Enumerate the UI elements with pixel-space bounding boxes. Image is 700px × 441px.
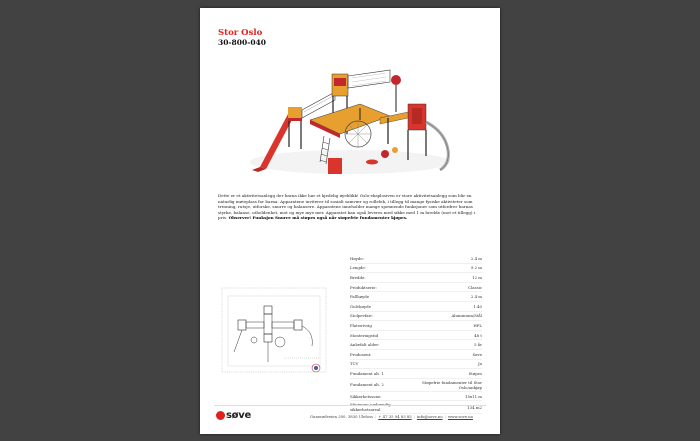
spec-row (350, 401, 482, 414)
footer-email-link[interactable]: info@sove.no (416, 414, 443, 419)
spec-label: Fundament alt. 1 (350, 369, 412, 379)
product-title: Stor Oslo (218, 28, 263, 38)
spec-table (350, 254, 482, 414)
spec-row (350, 263, 482, 273)
spec-row (350, 292, 482, 302)
spec-value: Støpes (412, 369, 482, 379)
product-illustration (240, 52, 460, 187)
spec-row (350, 311, 482, 321)
footer-contact: Gunerødveien 200, 3830 Ulefoss | + 47 35 94 83 85 | info@sove.no | www.sove.no (310, 414, 474, 419)
footer-address: Gunerødveien 200, 3830 Ulefoss (310, 414, 373, 419)
product-code: 30-800-040 (218, 38, 266, 47)
spec-value: 2.4 m (412, 254, 482, 263)
spec-row (350, 282, 482, 292)
spec-value: Ja (412, 359, 482, 369)
description-text: Dette er et aktivitetsanlegg der barna ikke har et kjedelig øyeblikk! Oslo-eksplosiven er store aktivitetsanlegg som blir en naturlig møteplass for barna. Apparatene inviterer til sosialt samvær og rollelek, i tillegg til mange fysiske aktiviteter som tresning, rutsje, utforske, snurre og balansere. Apparatene inneholder mange spennende funksjoner som utfordrer barnas styrke, balanse, utholdenhet, mot og mye mye mer. Apparatet kan også leveres med sikke med 1 m bredde (mot et tillegg) i pris. (218, 193, 476, 221)
spec-label: Bredde: (350, 273, 412, 283)
description-note: Observer! Funksjon Snurre må støpes også når støpefrie fundamenter kjøpes. (228, 215, 408, 221)
footer-divider (214, 405, 486, 406)
spec-value: 12 m (412, 273, 482, 283)
spec-row (350, 378, 482, 391)
footer-web-link[interactable]: www.sove.no (447, 414, 474, 419)
spec-row (350, 301, 482, 311)
spec-value: Søve (412, 349, 482, 359)
spec-label: Anbefalt alder: (350, 340, 412, 350)
spec-label: TCV (350, 359, 412, 369)
logo-text: søve (226, 410, 251, 421)
spec-row (350, 254, 482, 263)
spec-value: 48 t (412, 330, 482, 340)
spec-label: Stolpevfarc (350, 311, 412, 321)
spec-label: Minimum nødvendig sikkerhetsareal (350, 401, 412, 414)
product-description (218, 193, 480, 221)
site-plan-drawing (220, 282, 328, 378)
spec-value: 9.2 m (412, 263, 482, 273)
spec-label: Fallhøyde (350, 292, 412, 302)
spec-row (350, 359, 482, 369)
spec-value: 2.4 m (412, 292, 482, 302)
spec-row (350, 349, 482, 359)
spec-row (350, 330, 482, 340)
spec-value: 134 m2 (412, 401, 482, 414)
spec-value: 5 år (412, 340, 482, 350)
spec-label: Produsent: (350, 349, 412, 359)
footer-phone-link[interactable]: + 47 35 94 83 85 (378, 414, 412, 419)
spec-label: Sikkerhetssone: (350, 391, 412, 401)
sove-logo (216, 410, 251, 421)
spec-value: Classic (412, 282, 482, 292)
spec-value: 1.40 (412, 301, 482, 311)
spec-label: Monteringstid (350, 330, 412, 340)
logo-mark-icon (216, 411, 225, 420)
spec-row (350, 391, 482, 401)
spec-label: Produktserie: (350, 282, 412, 292)
spec-row (350, 340, 482, 350)
spec-label: Lengde: (350, 263, 412, 273)
document-page (200, 8, 500, 434)
spec-value: Aluminium/Stål (412, 311, 482, 321)
spec-label: Fundament alt. 2 (350, 378, 412, 391)
spec-label: Plateutvrig (350, 321, 412, 331)
spec-row (350, 369, 482, 379)
spec-value: HPL (412, 321, 482, 331)
spec-label: Gulvhøyde (350, 301, 412, 311)
spec-label: Høyde: (350, 254, 412, 263)
spec-value: 15x11 m (412, 391, 482, 401)
spec-value: Støpefrie fundamenter til Stor Oslo/ankjøp (412, 378, 482, 391)
spec-row (350, 273, 482, 283)
spec-row (350, 321, 482, 331)
